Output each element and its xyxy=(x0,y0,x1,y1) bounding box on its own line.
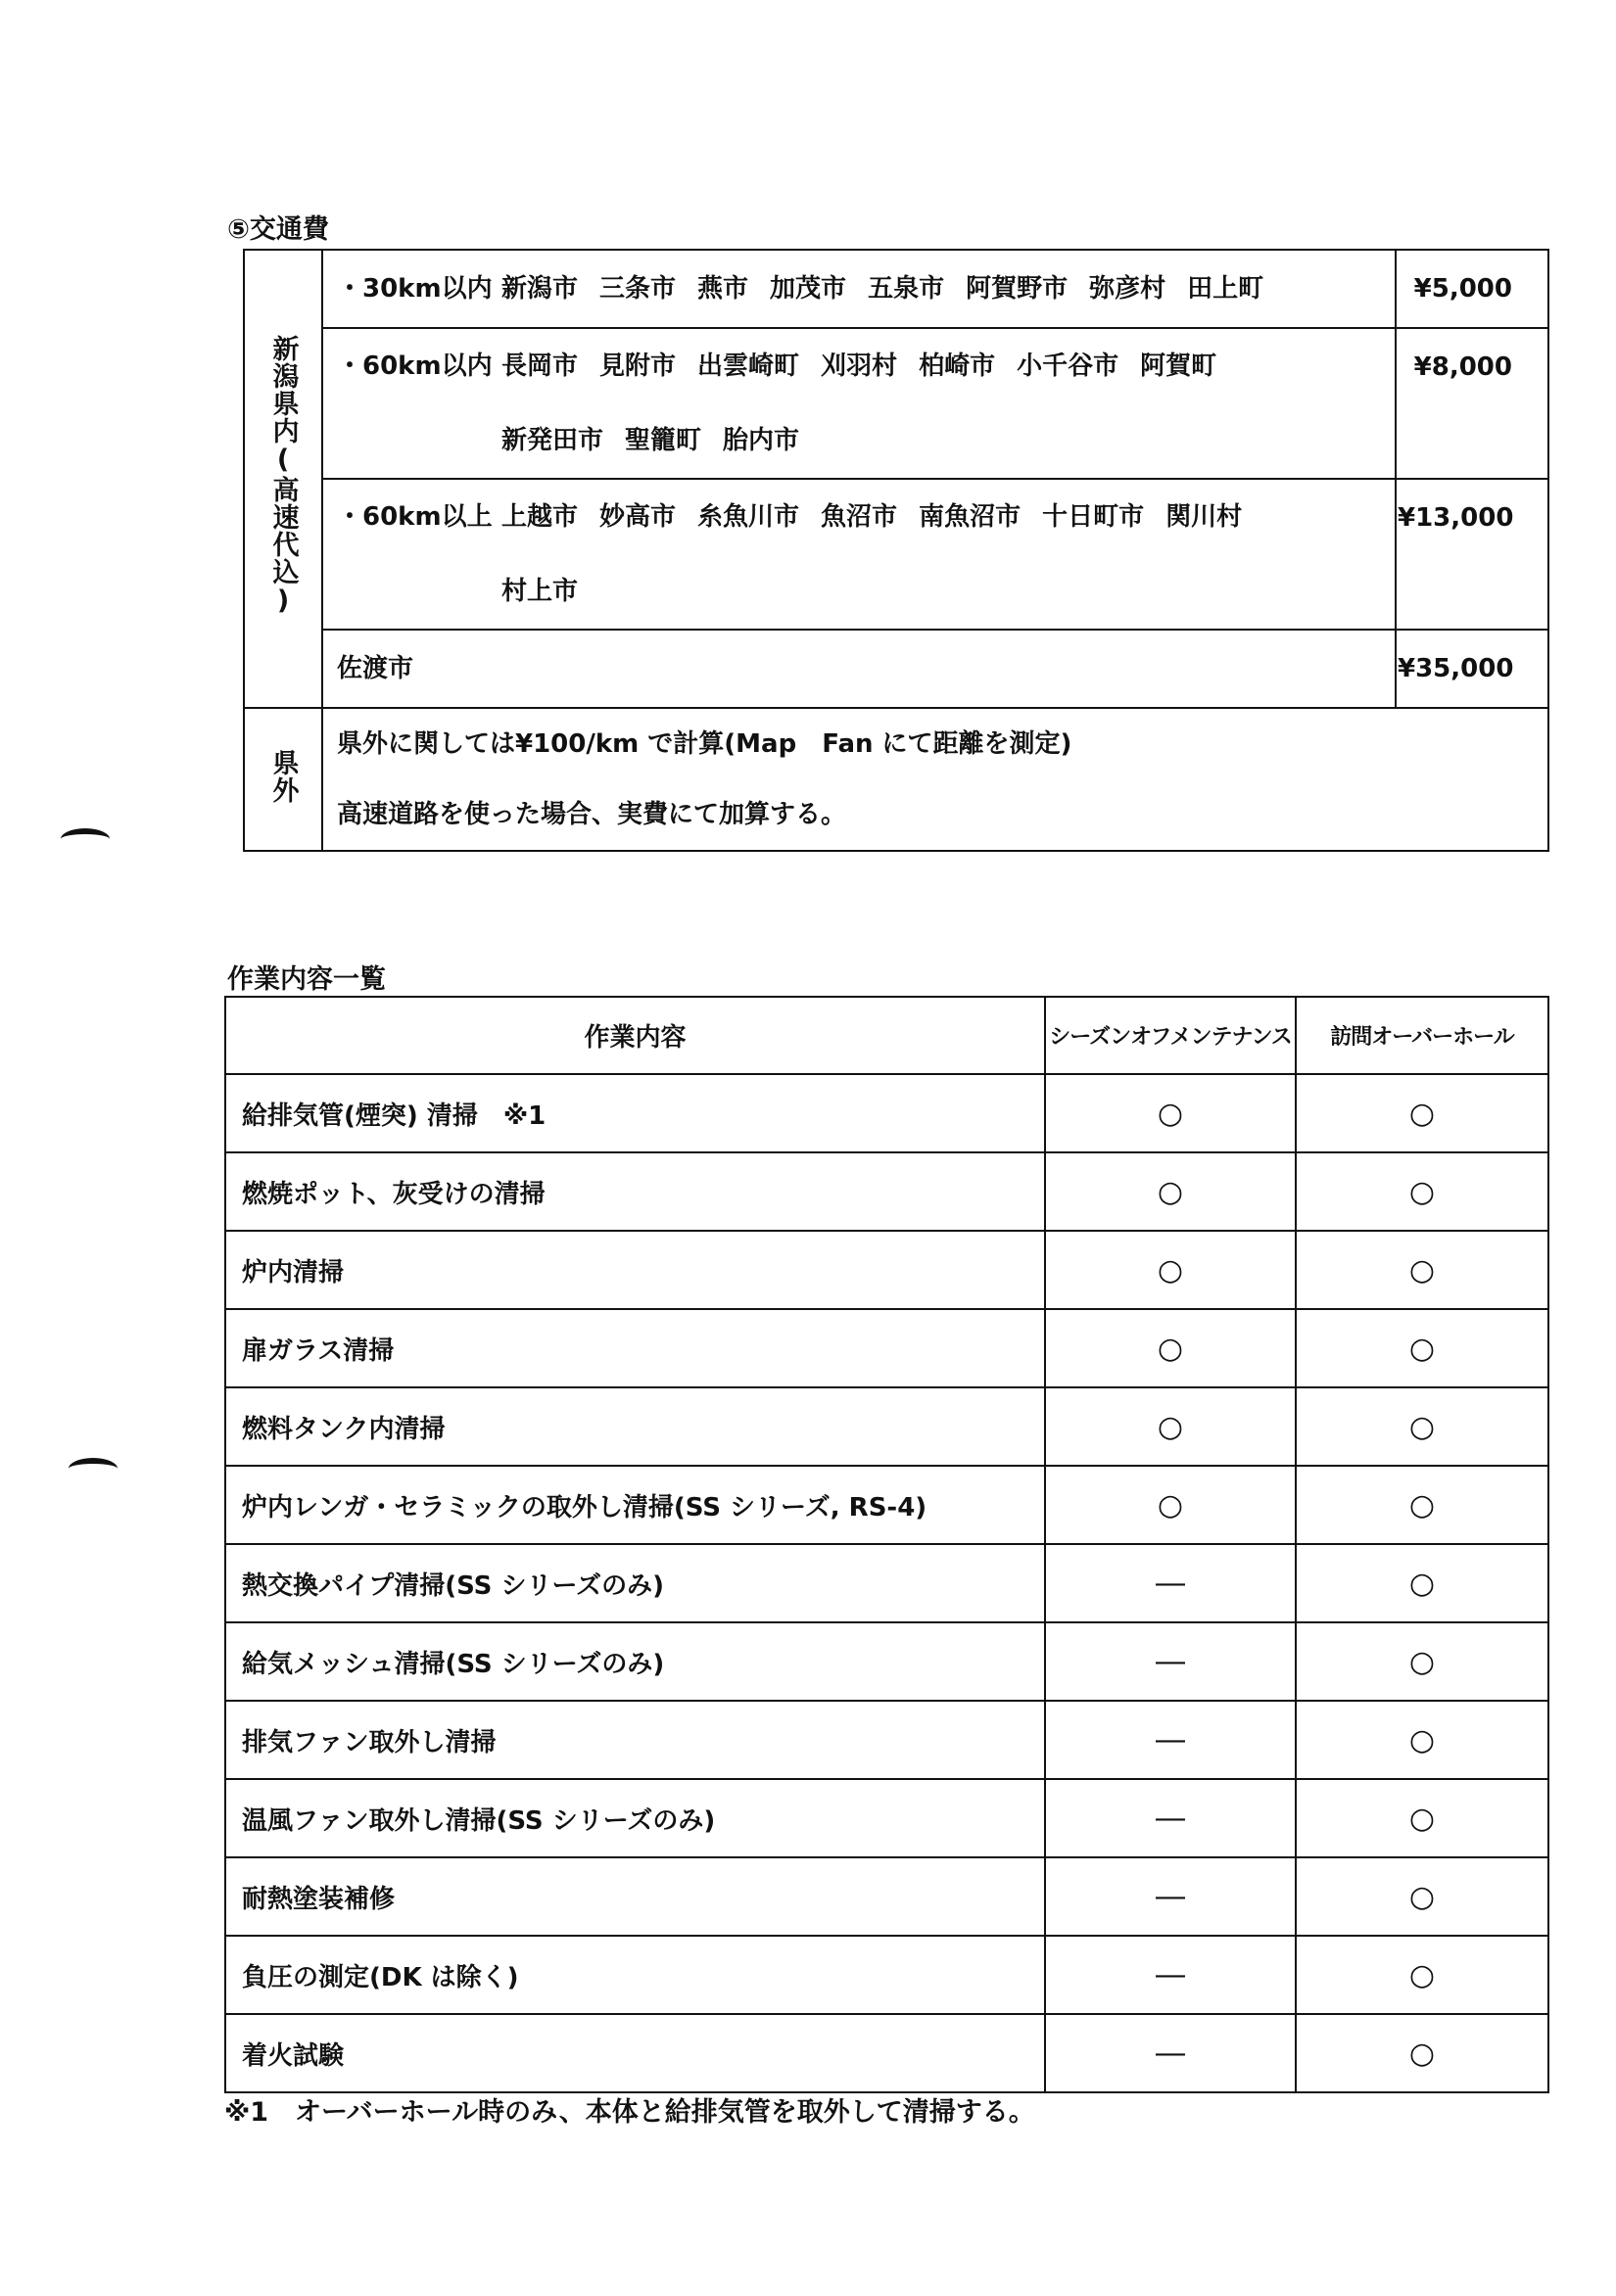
visit-overhaul-mark: ○ xyxy=(1296,1466,1548,1544)
distance-range: ・60km以上 xyxy=(337,502,493,532)
task-name: 負圧の測定(DK は除く) xyxy=(225,1936,1045,2014)
work-row xyxy=(225,1152,1548,1231)
task-name: 扉ガラス清掃 xyxy=(225,1309,1045,1387)
transport-row xyxy=(244,328,1548,479)
work-row xyxy=(225,1466,1548,1544)
work-row xyxy=(225,1387,1548,1466)
transport-row xyxy=(244,250,1548,328)
transport-table xyxy=(243,249,1549,852)
city-name: 妙高市 xyxy=(599,502,677,532)
city-name: 田上町 xyxy=(1187,274,1264,304)
work-row xyxy=(225,1544,1548,1622)
task-name: 耐熱塗装補修 xyxy=(225,1857,1045,1936)
outside-label-cell xyxy=(244,708,322,851)
task-name: 燃焼ポット、灰受けの清掃 xyxy=(225,1152,1045,1231)
visit-overhaul-mark: ○ xyxy=(1296,1857,1548,1936)
work-table-header-row xyxy=(225,997,1548,1074)
header-task: 作業内容 xyxy=(225,997,1045,1074)
city-name: 南魚沼市 xyxy=(919,502,1022,532)
visit-overhaul-mark: ○ xyxy=(1296,2014,1548,2092)
footnote: ※1 オーバーホール時のみ、本体と給排気管を取外して清掃する。 xyxy=(224,2097,1035,2128)
task-name: 着火試験 xyxy=(225,2014,1045,2092)
outside-prefecture-row xyxy=(244,708,1548,851)
city-name: 加茂市 xyxy=(770,274,847,304)
city-name: 新潟市 xyxy=(501,274,579,304)
visit-overhaul-mark: ○ xyxy=(1296,1387,1548,1466)
distance-range: ・60km以内 xyxy=(337,351,493,381)
work-row xyxy=(225,1074,1548,1152)
work-table xyxy=(224,996,1549,2093)
task-name: 温風ファン取外し清掃(SS シリーズのみ) xyxy=(225,1779,1045,1857)
header-season-maintenance: シーズンオフメンテナンス xyxy=(1045,997,1296,1074)
city-name: 上越市 xyxy=(501,502,579,532)
city-name: 阿賀野市 xyxy=(966,274,1069,304)
city-name: 柏崎市 xyxy=(919,351,996,381)
price-cell xyxy=(1396,479,1548,630)
visit-overhaul-mark: ○ xyxy=(1296,1309,1548,1387)
header-visit-overhaul: 訪問オーバーホール xyxy=(1296,997,1548,1074)
scan-mark xyxy=(61,828,110,850)
city-name: 関川村 xyxy=(1165,502,1243,532)
city-name: 新発田市 xyxy=(501,426,604,455)
city-name: 見附市 xyxy=(599,351,677,381)
city-name: 三条市 xyxy=(599,274,677,304)
visit-overhaul-mark: ○ xyxy=(1296,1701,1548,1779)
task-name: 給気メッシュ清掃(SS シリーズのみ) xyxy=(225,1622,1045,1701)
city-name: 長岡市 xyxy=(501,351,579,381)
season-maintenance-mark: ― xyxy=(1045,1936,1296,2014)
work-row xyxy=(225,2014,1548,2092)
work-row xyxy=(225,1779,1548,1857)
city-line xyxy=(337,403,1381,478)
visit-overhaul-mark: ○ xyxy=(1296,1152,1548,1231)
city-name: 佐渡市 xyxy=(337,654,414,683)
visit-overhaul-mark: ○ xyxy=(1296,1544,1548,1622)
city-name: 胎内市 xyxy=(723,426,800,455)
task-name: 給排気管(煙突) 清掃 ※1 xyxy=(225,1074,1045,1152)
city-name: 聖籠町 xyxy=(625,426,702,455)
outside-note-line: 県外に関しては¥100/km で計算(Map Fan にて距離を測定) xyxy=(337,729,1072,759)
city-line xyxy=(337,329,1381,403)
work-row xyxy=(225,1936,1548,2014)
city-name: 小千谷市 xyxy=(1017,351,1119,381)
city-name: 弥彦村 xyxy=(1089,274,1166,304)
outside-note-line: 高速道路を使った場合、実費にて加算する。 xyxy=(337,800,847,829)
transport-row xyxy=(244,630,1548,708)
season-maintenance-mark: ― xyxy=(1045,1779,1296,1857)
distance-cities-cell xyxy=(322,630,1396,708)
work-list-title: 作業内容一覧 xyxy=(227,964,386,995)
season-maintenance-mark: ― xyxy=(1045,1544,1296,1622)
season-maintenance-mark: ○ xyxy=(1045,1152,1296,1231)
price-cell xyxy=(1396,328,1548,479)
region-label-cell xyxy=(244,250,322,708)
price-cell xyxy=(1396,630,1548,708)
work-row xyxy=(225,1857,1548,1936)
distance-range: ・30km以内 xyxy=(337,274,493,304)
distance-cities-cell xyxy=(322,479,1396,630)
scan-mark xyxy=(69,1458,118,1479)
price-value: ¥8,000 xyxy=(1413,352,1512,382)
season-maintenance-mark: ― xyxy=(1045,1622,1296,1701)
visit-overhaul-mark: ○ xyxy=(1296,1231,1548,1309)
task-name: 熱交換パイプ清掃(SS シリーズのみ) xyxy=(225,1544,1045,1622)
distance-cities-cell xyxy=(322,250,1396,328)
season-maintenance-mark: ○ xyxy=(1045,1309,1296,1387)
region-label: 新潟県内(高速代込) xyxy=(267,334,299,617)
outside-label: 県外 xyxy=(267,748,299,804)
city-name: 刈羽村 xyxy=(821,351,898,381)
task-name: 炉内レンガ・セラミックの取外し清掃(SS シリーズ, RS-4) xyxy=(225,1466,1045,1544)
city-name: 十日町市 xyxy=(1042,502,1145,532)
season-maintenance-mark: ― xyxy=(1045,1857,1296,1936)
city-name: 出雲崎町 xyxy=(697,351,800,381)
city-line xyxy=(337,632,1381,706)
city-name: 村上市 xyxy=(501,577,579,606)
price-value: ¥13,000 xyxy=(1398,503,1514,533)
city-name: 阿賀町 xyxy=(1140,351,1217,381)
season-maintenance-mark: ○ xyxy=(1045,1074,1296,1152)
transport-row xyxy=(244,479,1548,630)
distance-cities-cell xyxy=(322,328,1396,479)
work-row xyxy=(225,1622,1548,1701)
visit-overhaul-mark: ○ xyxy=(1296,1779,1548,1857)
visit-overhaul-mark: ○ xyxy=(1296,1936,1548,2014)
price-value: ¥5,000 xyxy=(1413,274,1512,304)
task-name: 炉内清掃 xyxy=(225,1231,1045,1309)
task-name: 燃料タンク内清掃 xyxy=(225,1387,1045,1466)
season-maintenance-mark: ― xyxy=(1045,1701,1296,1779)
task-name: 排気ファン取外し清掃 xyxy=(225,1701,1045,1779)
work-row xyxy=(225,1309,1548,1387)
city-line xyxy=(337,252,1381,326)
transport-title: ⑤交通費 xyxy=(227,214,329,245)
price-value: ¥35,000 xyxy=(1398,654,1514,683)
city-line xyxy=(337,554,1381,629)
city-name: 五泉市 xyxy=(868,274,945,304)
price-cell xyxy=(1396,250,1548,328)
season-maintenance-mark: ― xyxy=(1045,2014,1296,2092)
season-maintenance-mark: ○ xyxy=(1045,1387,1296,1466)
visit-overhaul-mark: ○ xyxy=(1296,1622,1548,1701)
city-name: 魚沼市 xyxy=(821,502,898,532)
city-name: 糸魚川市 xyxy=(697,502,800,532)
outside-note-cell xyxy=(322,708,1548,851)
city-name: 燕市 xyxy=(697,274,749,304)
work-row xyxy=(225,1701,1548,1779)
work-row xyxy=(225,1231,1548,1309)
season-maintenance-mark: ○ xyxy=(1045,1231,1296,1309)
visit-overhaul-mark: ○ xyxy=(1296,1074,1548,1152)
city-line xyxy=(337,480,1381,554)
season-maintenance-mark: ○ xyxy=(1045,1466,1296,1544)
